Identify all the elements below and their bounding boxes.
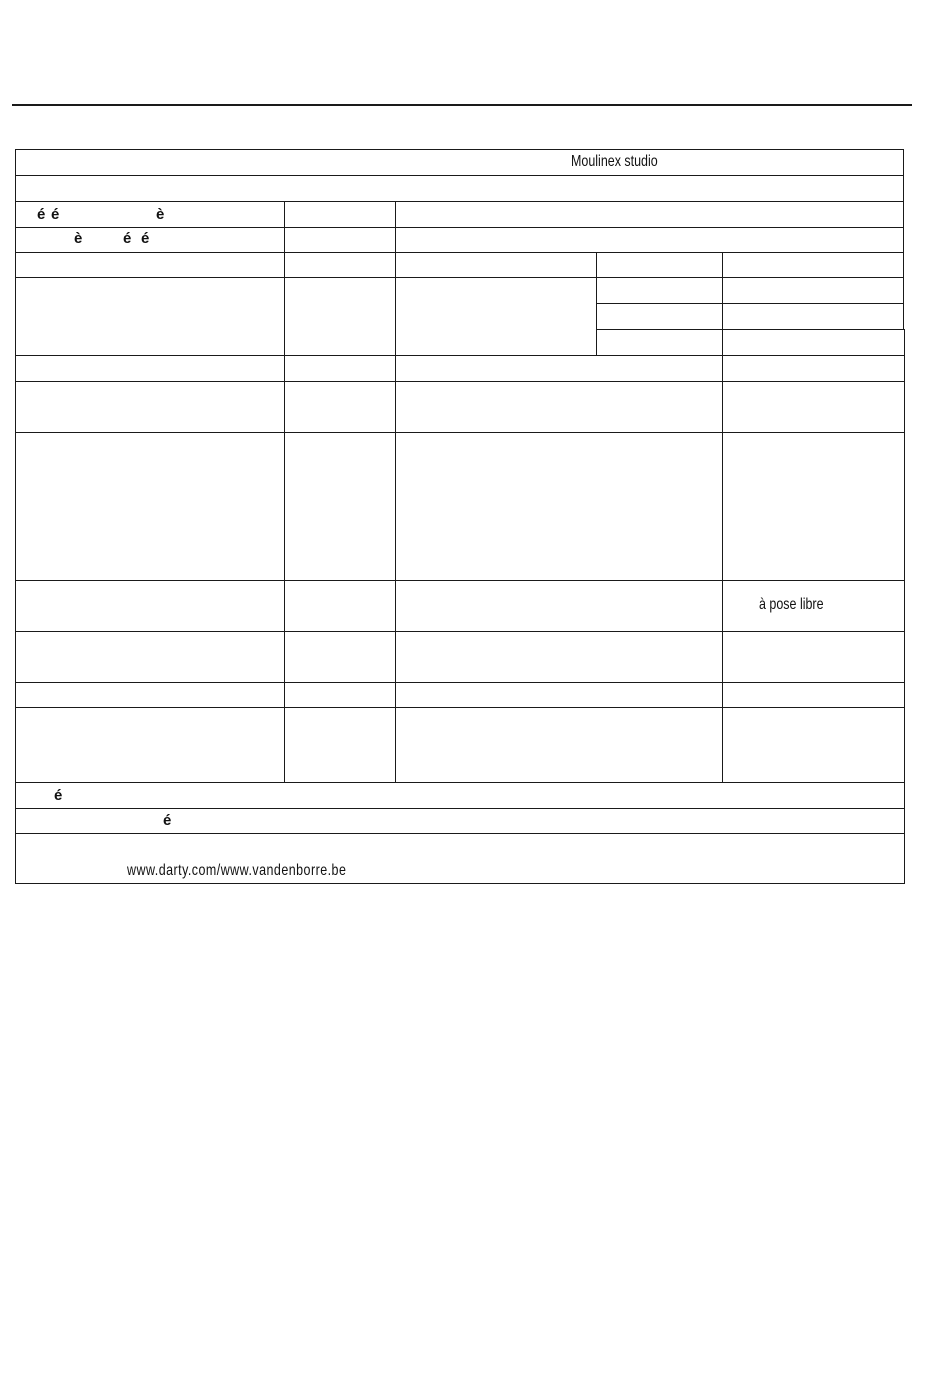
footer-accent: é: [54, 787, 63, 804]
table-line: [15, 149, 904, 150]
top-rule: [12, 104, 912, 106]
table-line: [596, 329, 905, 330]
table-line: [15, 432, 905, 433]
table-line: [284, 201, 285, 783]
row4-accent: è: [74, 230, 83, 247]
table-line: [15, 580, 905, 581]
row4-accent: é: [141, 230, 150, 247]
table-line: [15, 631, 905, 632]
installation-type-value: à pose libre: [759, 596, 824, 613]
footer-accent: é: [163, 812, 172, 829]
table-line: [15, 682, 905, 683]
table-line: [15, 707, 905, 708]
table-line: [15, 252, 904, 253]
row3-accent: é: [51, 206, 60, 223]
table-line: [15, 782, 905, 783]
table-line: [903, 149, 904, 330]
table-line: [15, 201, 904, 202]
website-link[interactable]: www.darty.com/www.vandenborre.be: [127, 862, 347, 879]
table-line: [15, 355, 905, 356]
row3-accent: é: [37, 206, 46, 223]
table-line: [15, 883, 905, 884]
table-line: [904, 329, 905, 884]
table-line: [15, 227, 904, 228]
row4-accent: é: [123, 230, 132, 247]
brand-model-label: Moulinex studio: [571, 153, 658, 170]
row3-accent: è: [156, 206, 165, 223]
table-line: [15, 277, 904, 278]
table-line: [15, 175, 904, 176]
table-line: [395, 201, 396, 783]
table-line: [596, 303, 904, 304]
table-line: [15, 149, 16, 884]
table-line: [15, 833, 905, 834]
table-line: [15, 808, 905, 809]
table-line: [596, 252, 597, 355]
table-line: [722, 252, 723, 783]
table-line: [15, 381, 905, 382]
